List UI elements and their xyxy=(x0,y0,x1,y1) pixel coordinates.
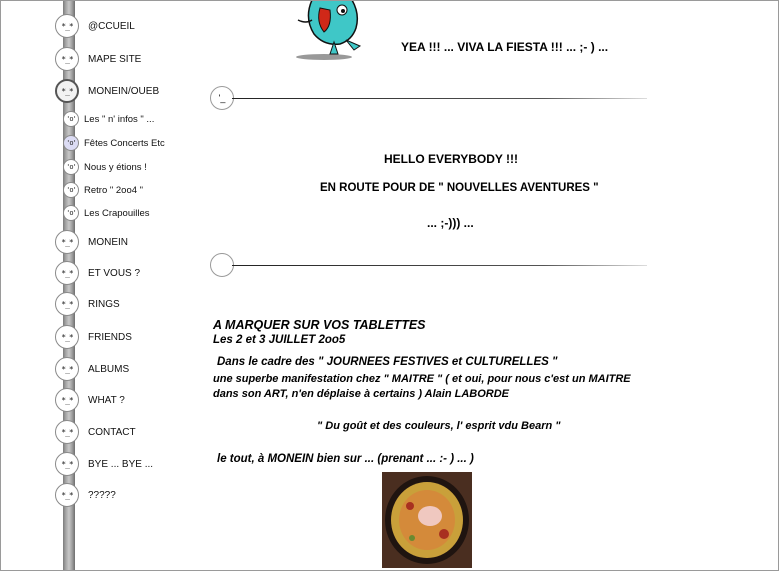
nav-label: MONEIN xyxy=(88,236,128,248)
smiley-face-icon: *_* xyxy=(55,261,79,285)
smiley-face-icon: *_* xyxy=(55,47,79,71)
rule-knob-icon xyxy=(210,253,234,277)
marquer-heading: A MARQUER SUR VOS TABLETTES xyxy=(213,318,426,332)
subnav-label: Les " n' infos " ... xyxy=(84,113,155,125)
smiley-face-icon: *_* xyxy=(55,79,79,103)
smiley-face-icon: *_* xyxy=(55,357,79,381)
subnav-label: Fêtes Concerts Etc xyxy=(84,137,165,149)
quote-text: " Du goût et des couleurs, l' esprit vdu Bearn " xyxy=(317,420,561,432)
small-face-icon: 'o' xyxy=(63,182,79,198)
small-face-icon: 'o' xyxy=(63,111,79,127)
event-photo[interactable] xyxy=(382,472,472,568)
nav-item-mape-site[interactable] xyxy=(55,47,141,71)
smiley-face-icon: *_* xyxy=(55,292,79,316)
nav-item-bye-bye[interactable] xyxy=(55,452,153,476)
smiley-face-icon: *_* xyxy=(55,14,79,38)
nav-item-monein-oueb[interactable] xyxy=(55,79,159,103)
nav-label: MONEIN/OUEB xyxy=(88,85,160,97)
nav-label: ????? xyxy=(88,489,116,501)
mascot-illustration xyxy=(294,0,366,62)
nav-item-accueil[interactable] xyxy=(55,14,135,38)
nav-item-question[interactable] xyxy=(55,483,116,507)
hello-heading: HELLO EVERYBODY !!! xyxy=(384,152,519,166)
nav-label: BYE ... BYE ... xyxy=(88,458,154,470)
subnav-item-fetes-concerts[interactable] xyxy=(63,135,165,151)
nav-item-friends[interactable] xyxy=(55,325,132,349)
subnav-item-crapouilles[interactable] xyxy=(63,205,149,221)
subnav-item-retro-2004[interactable] xyxy=(63,182,143,198)
subnav-item-nous-y-etions[interactable] xyxy=(63,159,147,175)
small-face-icon: 'o' xyxy=(63,159,79,175)
small-face-icon: 'o' xyxy=(63,205,79,221)
nav-item-albums[interactable] xyxy=(55,357,129,381)
subnav-label: Retro " 2oo4 " xyxy=(84,184,144,196)
cadre-line-3: dans son ART, n'en déplaise à certains ) Alain LABORDE xyxy=(213,388,510,400)
route-heading: EN ROUTE POUR DE " NOUVELLES AVENTURES " xyxy=(320,182,599,194)
nav-item-et-vous[interactable] xyxy=(55,261,140,285)
nav-label: FRIENDS xyxy=(88,331,132,343)
nav-label: @CCUEIL xyxy=(88,20,135,32)
cadre-line-1: Dans le cadre des " JOURNEES FESTIVES et CULTURELLES " xyxy=(217,356,558,368)
divider-rule xyxy=(210,86,647,110)
smiley-face-icon: *_* xyxy=(55,452,79,476)
tout-text: le tout, à MONEIN bien sur ... (prenant ... :- ) ... ) xyxy=(217,453,474,465)
smile-text: ... ;-))) ... xyxy=(427,216,474,230)
subnav-label: Nous y étions ! xyxy=(84,161,147,173)
nav-label: MAPE SITE xyxy=(88,53,142,65)
smiley-face-icon: *_* xyxy=(55,420,79,444)
smiley-face-icon: *_* xyxy=(55,230,79,254)
small-face-icon: 'o' xyxy=(63,135,79,151)
rule-knob-icon: '_ xyxy=(210,86,234,110)
nav-item-what[interactable] xyxy=(55,388,125,412)
nav-item-contact[interactable] xyxy=(55,420,136,444)
nav-label: CONTACT xyxy=(88,426,136,438)
cadre-line-2: une superbe manifestation chez " MAITRE " ( et oui, pour nous c'est un MAITRE xyxy=(213,373,631,385)
smiley-face-icon: *_* xyxy=(55,388,79,412)
divider-rule xyxy=(210,253,647,277)
smiley-face-icon: *_* xyxy=(55,483,79,507)
nav-label: ET VOUS ? xyxy=(88,267,141,279)
nav-label: WHAT ? xyxy=(88,394,125,406)
rule-line xyxy=(232,265,647,266)
subnav-item-news[interactable] xyxy=(63,111,154,127)
nav-item-monein[interactable] xyxy=(55,230,128,254)
dates-text: Les 2 et 3 JUILLET 2oo5 xyxy=(213,334,346,346)
smiley-face-icon: *_* xyxy=(55,325,79,349)
subnav-label: Les Crapouilles xyxy=(84,207,150,219)
banner-text: YEA !!! ... VIVA LA FIESTA !!! ... ;- ) ... xyxy=(401,40,609,54)
nav-label: RINGS xyxy=(88,298,120,310)
nav-label: ALBUMS xyxy=(88,363,130,375)
nav-item-rings[interactable] xyxy=(55,292,120,316)
rule-line xyxy=(232,98,647,99)
